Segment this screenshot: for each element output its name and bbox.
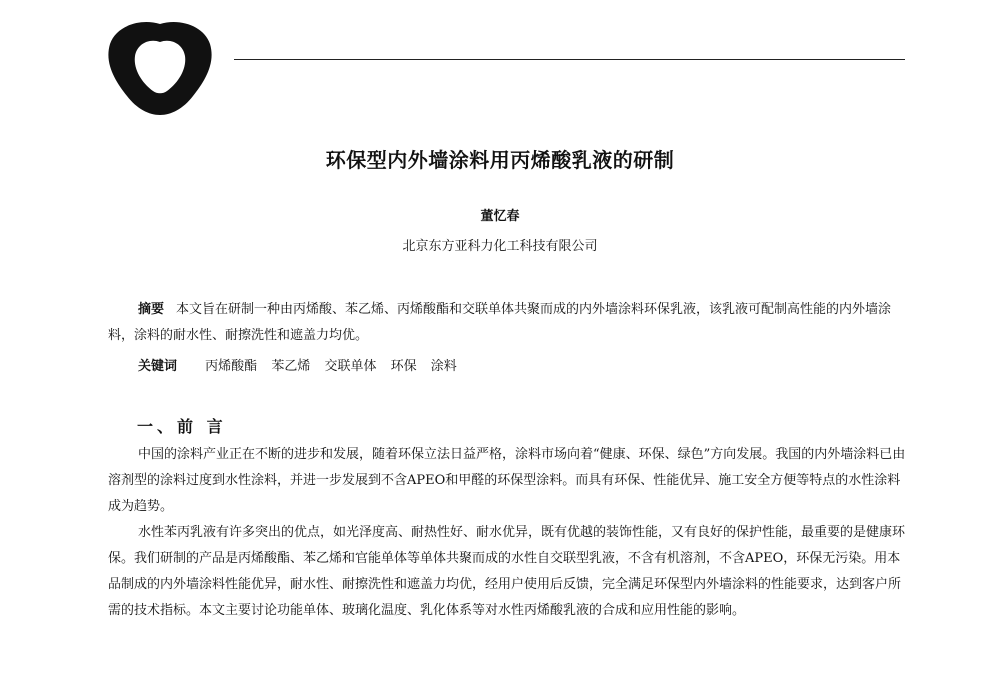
keyword: 环保 (390, 359, 417, 374)
author-name: 董忆春 (480, 209, 520, 224)
paper-title: 环保型内外墙涂料用丙烯酸乳液的研制 (325, 148, 675, 172)
keyword: 苯乙烯 (271, 359, 311, 374)
section-heading: 一、前 言 (137, 417, 227, 436)
abstract-text: 本文旨在研制一种由丙烯酸、苯乙烯、丙烯酸酯和交联单体共聚而成的内外墙涂料环保乳液，该乳液可配制高性能的内外墙涂料，涂料的耐水性、耐擦洗性和遮盖力均优。 (108, 302, 892, 343)
keyword: 涂料 (430, 359, 457, 374)
body-paragraph: 中国的涂料产业正在不断的进步和发展，随着环保立法日益严格，涂料市场向着“健康、环保、绿色”方向发展。我国的内外墙涂料已由溶剂型的涂料过度到水性涂料，并进一步发展到不含APEO和甲醛的环保型涂料。而具有环保、性能优异、施工安全方便等特点的水性涂料成为趋势。 (108, 447, 906, 514)
keywords-label: 关键词 (138, 359, 178, 374)
keyword: 交联单体 (324, 359, 377, 374)
keyword: 丙烯酸酯 (205, 359, 258, 374)
abstract-label: 摘要 (138, 302, 165, 317)
body-paragraph: 水性苯丙乳液有许多突出的优点，如光泽度高、耐热性好、耐水优异，既有优越的装饰性能，又有良好的保护性能，最重要的是健康环保。我们研制的产品是丙烯酸酯、苯乙烯和官能单体等单体共聚而成的水性自交联型乳液，不含有机溶剂，不含APEO，环保无污染。用本品制成的内外墙涂料性能优异，耐水性、耐擦洗性和遮盖力均优，经用户使用后反馈，完全满足环保型内外墙涂料的性能要求，达到客户所需的技术指标。本文主要讨论功能单体、玻璃化温度、乳化体系等对水性丙烯酸乳液的合成和应用性能的影响。 (108, 525, 906, 618)
logo-ring (108, 22, 211, 115)
keywords (138, 355, 467, 374)
abstract (108, 297, 908, 349)
author-affiliation: 北京东方亚科力化工科技有限公司 (402, 239, 598, 254)
header-rule (234, 59, 905, 60)
journal-logo-icon (107, 20, 213, 116)
